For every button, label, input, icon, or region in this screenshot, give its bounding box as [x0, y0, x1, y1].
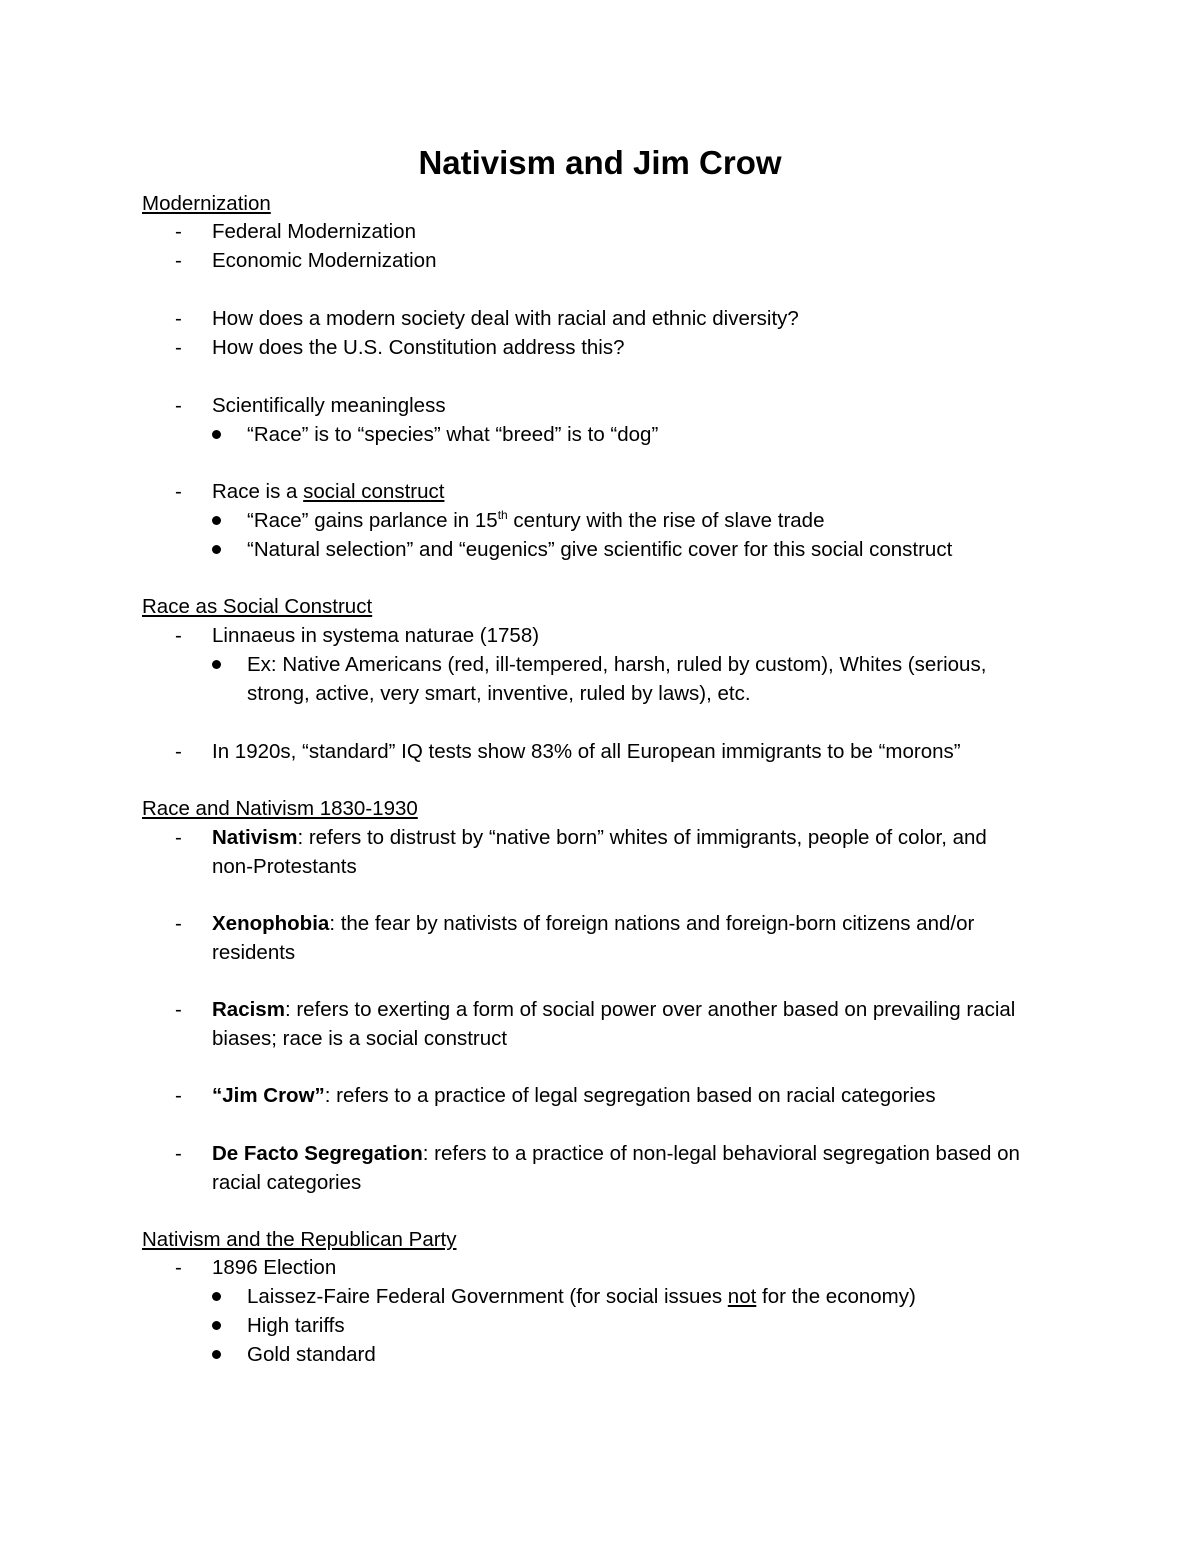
sub-list-item: High tariffs: [247, 1314, 345, 1337]
list-item: Scientifically meaningless: [212, 394, 446, 417]
sub-list-item: “Natural selection” and “eugenics” give scientific cover for this social construct: [247, 538, 953, 561]
definition-term: Nativism: [212, 826, 298, 849]
sub-list-item: [247, 1285, 916, 1309]
definition-term: De Facto Segregation: [212, 1142, 423, 1165]
definition-text-continued: racial categories: [212, 1171, 362, 1194]
bullet-icon: [212, 660, 221, 669]
list-item-text: Race is a: [212, 480, 304, 503]
list-dash: -: [175, 307, 182, 330]
bullet-icon: [212, 430, 221, 439]
definition-text: : refers to a practice of non-legal behavioral segregation based on: [422, 1142, 1020, 1165]
list-dash: -: [175, 740, 182, 763]
list-dash: -: [175, 624, 182, 647]
list-item: In 1920s, “standard” IQ tests show 83% of all European immigrants to be “morons”: [212, 740, 961, 763]
sub-list-text: Laissez-Faire Federal Government (for social issues: [247, 1285, 728, 1308]
definition-text-continued: biases; race is a social construct: [212, 1027, 508, 1050]
underlined-term: social construct: [303, 480, 445, 503]
list-dash: -: [175, 394, 182, 417]
list-dash: -: [175, 249, 182, 272]
definition-item: [212, 998, 1015, 1022]
list-dash: -: [175, 912, 182, 935]
list-dash: -: [175, 220, 182, 243]
bullet-icon: [212, 1350, 221, 1359]
definition-text: : the fear by nativists of foreign nations and foreign-born citizens and/or: [329, 912, 975, 935]
section-heading-modernization: Modernization: [142, 192, 271, 215]
definition-item: [212, 912, 974, 936]
list-item: [212, 480, 444, 504]
definition-item: [212, 826, 987, 850]
list-dash: -: [175, 1256, 182, 1279]
definition-text: : refers to a practice of legal segregation based on racial categories: [324, 1084, 936, 1107]
bullet-icon: [212, 1321, 221, 1330]
definition-text: : refers to exerting a form of social power over another based on prevailing racial: [284, 998, 1016, 1021]
bullet-icon: [212, 1292, 221, 1301]
sub-list-text: for the economy): [756, 1285, 916, 1308]
list-item: How does a modern society deal with racial and ethnic diversity?: [212, 307, 799, 330]
sub-list-item: Ex: Native Americans (red, ill-tempered, harsh, ruled by custom), Whites (serious,: [247, 653, 987, 676]
sub-list-item: Gold standard: [247, 1343, 376, 1366]
sub-list-text: century with the rise of slave trade: [507, 509, 825, 532]
definition-item: [212, 1142, 1020, 1166]
ordinal-superscript: th: [497, 508, 508, 522]
section-heading-social-construct: Race as Social Construct: [142, 595, 373, 618]
section-heading-republican: Nativism and the Republican Party: [142, 1228, 457, 1251]
sub-list-item-continued: strong, active, very smart, inventive, ruled by laws), etc.: [247, 682, 751, 705]
list-item: How does the U.S. Constitution address this?: [212, 336, 625, 359]
list-dash: -: [175, 1142, 182, 1165]
definition-term: “Jim Crow”: [212, 1084, 325, 1107]
definition-item: [212, 1084, 936, 1108]
list-dash: -: [175, 998, 182, 1021]
section-heading-race-nativism: Race and Nativism 1830-1930: [142, 797, 418, 820]
page-title: Nativism and Jim Crow: [418, 144, 782, 181]
definition-term: Xenophobia: [212, 912, 330, 935]
sub-list-item: “Race” is to “species” what “breed” is to “dog”: [247, 423, 659, 446]
list-item: 1896 Election: [212, 1256, 337, 1279]
bullet-icon: [212, 516, 221, 525]
list-dash: -: [175, 1084, 182, 1107]
definition-text: : refers to distrust by “native born” whites of immigrants, people of color, and: [297, 826, 987, 849]
list-dash: -: [175, 480, 182, 503]
underlined-term: not: [727, 1285, 757, 1308]
list-item: Linnaeus in systema naturae (1758): [212, 624, 540, 647]
sub-list-text: “Race” gains parlance in 15: [247, 509, 498, 532]
list-item: Economic Modernization: [212, 249, 437, 272]
definition-text-continued: non-Protestants: [212, 855, 357, 878]
sub-list-item: [247, 509, 824, 533]
list-item: Federal Modernization: [212, 220, 416, 243]
list-dash: -: [175, 336, 182, 359]
definition-term: Racism: [212, 998, 285, 1021]
bullet-icon: [212, 545, 221, 554]
list-dash: -: [175, 826, 182, 849]
definition-text-continued: residents: [212, 941, 296, 964]
